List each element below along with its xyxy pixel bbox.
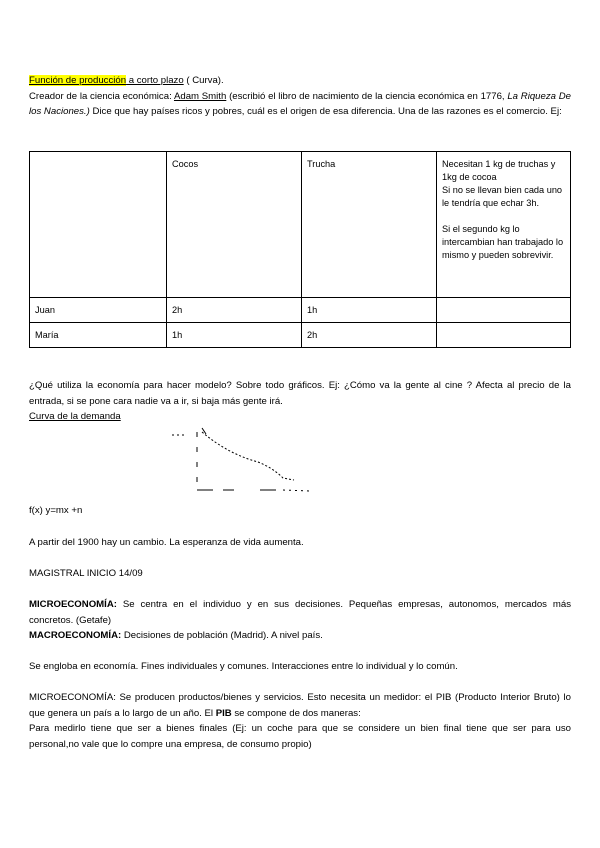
trade-example-table <box>29 151 571 348</box>
short-term-label: a corto plazo <box>126 75 184 86</box>
table-header-row <box>30 152 571 298</box>
pib-bold: PIB <box>215 707 232 719</box>
magistral-heading: MAGISTRAL INICIO 14/09 <box>29 568 143 579</box>
table-row: Juan 2h 1h <box>30 298 571 323</box>
demand-curve-title: Curva de la demanda <box>29 411 121 422</box>
micro-definition: MICROECONOMÍA: Se centra en el individuo y en sus decisiones. Pequeñas empresas, autonomos, mercados más concretos. (Getafe) <box>29 599 571 626</box>
pib-paragraph: MICROECONOMÍA: Se producen productos/bienes y servicios. Esto necesita un medidor: el PIB (Producto Interior Bruto) lo que genera un país a lo largo de un año. El PIB se compone de dos maneras: Para medirlo tiene que ser a bienes finales (Ej: un coche para que se considere un bien final tiene que ser para uso personal,no vale que lo compre una empresa, de consumo propio) <box>29 692 571 750</box>
table-row: María 1h 2h <box>30 323 571 348</box>
trade-note: Necesitan 1 kg de truchas y 1kg de cocoa Si no se llevan bien cada uno le tendría que echar 3h. Si el segundo kg lo intercambian han trabajado lo mismo y pueden sobrevivir. <box>437 152 571 298</box>
header-trucha: Trucha <box>302 152 437 298</box>
models-paragraph: ¿Qué utiliza la economía para hacer modelo? Sobre todo gráficos. Ej: ¿Cómo va la gente al cine ? Afecta al precio de la entrada, si se pone cara nadie va a ir, si baja más gente irá. Curva de la demanda <box>29 380 571 422</box>
demand-curve-sketch <box>168 424 318 504</box>
formula-line: f(x) y=mx +n <box>29 505 83 516</box>
book-title: La Riqueza De los Naciones.) <box>29 90 571 117</box>
micro-label: MICROECONOMÍA: <box>29 599 117 610</box>
life-expectancy-line: A partir del 1900 hay un cambio. La esperanza de vida aumenta. <box>29 537 304 548</box>
macro-definition: MACROECONOMÍA: Decisiones de población (Madrid). A nivel país. <box>29 630 323 641</box>
sketch-demand-curve <box>202 432 294 480</box>
englobe-line: Se engloba en economía. Fines individuales y comunes. Interacciones entre lo individual y lo común. <box>29 661 458 672</box>
sketch-x-axis-tail <box>283 490 310 491</box>
production-function-heading: Función de producción <box>29 75 127 86</box>
intro-paragraph: Función de producción a corto plazo ( Curva). Creador de la ciencia económica: Adam Smith (escribió el libro de nacimiento de la ciencia económica en 1776, La Riqueza De los Naciones.) Dice que hay países ricos y pobres, cuál es el origen de esa diferencia. Una de las razones es el comercio. Ej: <box>29 75 571 117</box>
author-name: Adam Smith <box>173 90 227 102</box>
macro-label: MACROECONOMÍA: <box>29 630 122 641</box>
header-cocos: Cocos <box>167 152 302 298</box>
